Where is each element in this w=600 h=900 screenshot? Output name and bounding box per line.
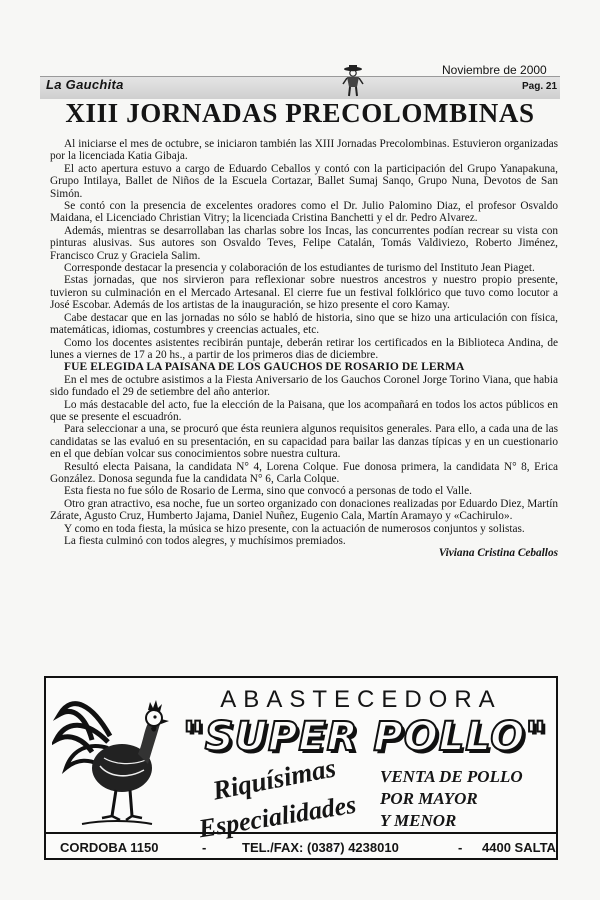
- ad-city: 4400 SALTA: [482, 840, 556, 855]
- author-signature: Viviana Cristina Ceballos: [438, 547, 558, 560]
- ad-separator: -: [458, 840, 463, 855]
- issue-date: Noviembre de 2000: [442, 63, 547, 77]
- ad-brand-name: "SUPER POLLO": [182, 714, 548, 760]
- article-paragraph: Al iniciarse el mes de octubre, se iniciaron también las XIII Jornadas Precolombinas. Estuvieron organizadas por la licenciada Katia Gibaja.: [50, 138, 558, 163]
- article-body: [50, 138, 558, 560]
- ad-sales-line: Y MENOR: [380, 811, 457, 830]
- ad-contact-bar: [46, 832, 556, 860]
- article-paragraph: Esta fiesta no fue sólo de Rosario de Lerma, sino que convocó a personas de todo el Valle.: [64, 485, 472, 498]
- article-paragraph: Otro gran atractivo, esa noche, fue un sorteo organizado con donaciones realizadas por Eduardo Diez, Martín Zárate, Agusto Cruz, Humberto Jajama, Daniel Nuñez, Eugenio Cala, Martín Aramayo y «Cachirulo».: [50, 497, 558, 523]
- ad-tagline: Especialidades: [196, 789, 359, 844]
- ad-separator: -: [202, 840, 207, 855]
- article-paragraph: Lo más destacable del acto, fue la elección de la Paisana, que los acompañará en todos los actos públicos en que se presente el escuadrón.: [50, 398, 558, 423]
- article-paragraph: Corresponde destacar la presencia y colaboración de los estudiantes de turismo del Instituto Jean Piaget.: [64, 262, 535, 275]
- ad-sales-text: [380, 766, 523, 832]
- page-number: Pag. 21: [522, 81, 558, 92]
- ad-tagline: Riquísimas: [210, 752, 339, 806]
- section-heading: FUE ELEGIDA LA PAISANA DE LOS GAUCHOS DE ROSARIO DE LERMA: [64, 361, 465, 374]
- ad-address: CORDOBA 1150: [60, 840, 159, 855]
- gaucho-figure-icon: [341, 63, 365, 97]
- article-paragraph: En el mes de octubre asistimos a la Fiesta Aniversario de los Gauchos Coronel Jorge Torino Viana, que habia sido fundado el 29 de setiembre del año anterior.: [50, 373, 558, 399]
- ad-company-name: ABASTECEDORA: [220, 686, 502, 713]
- advertisement: [44, 676, 558, 860]
- ad-sales-line: POR MAYOR: [380, 789, 478, 808]
- article-paragraph: Para seleccionar a una, se procuró que ésta reuniera algunos requisitos generales. Para ello, a cada una de las candidatas se las evaluó en su presentación, en su capacidad para bailar las danzas típicas y en un cuestionario en el que debían volcar sus conocimientos sobre nuestra cultura.: [50, 423, 558, 461]
- article-paragraph: La fiesta culminó con todos alegres, y muchísimos premiados.: [64, 535, 346, 547]
- article-paragraph: Como los docentes asistentes recibirán puntaje, deberán retirar los certificados en la Biblioteca Andina, de lunes a viernes de 17 a 20 hs., a partir de los primeros dias de diciembre.: [50, 336, 558, 361]
- article-paragraph: Se contó con la presencia de excelentes oradores como el Dr. Julio Palomino Diaz, el profesor Osvaldo Maidana, el Licenciado Christian Vitry; la licenciada Cristina Banchetti y el dr. Pedro Alvarez.: [50, 200, 558, 225]
- article-paragraph: Además, mientras se desarrollaban las charlas sobre los Incas, las concurrentes podían recrear su vista con pinturas alusivas. Sus autores son Osvaldo Teves, Felipe Catalán, Tomás Valdiviezo, Roberto Jiménez, Francisco Cruz y Graciela Salim.: [50, 224, 558, 262]
- article-paragraph: Y como en toda fiesta, la música se hizo presente, con la actuación de numerosos conjuntos y solistas.: [64, 522, 525, 535]
- magazine-name: La Gauchita: [46, 77, 124, 92]
- article-paragraph: Resultó electa Paisana, la candidata N° 4, Lorena Colque. Fue donosa primera, la candidata N° 8, Erica González. Donosa segunda fue la candidata N° 6, Carla Colque.: [50, 460, 558, 485]
- article-paragraph: Cabe destacar que en las jornadas no sólo se habló de historia, sino que se hizo una articulación con física, matemáticas, idiomas, costumbres y creencias actuales, etc.: [50, 311, 558, 337]
- article-paragraph: Estas jornadas, que nos sirvieron para reflexionar sobre nuestros ancestros y nuestro propio presente, tuvieron su culminación en el Mercado Artesanal. El cierre fue un festival folklórico que tuvo como locutor a José Escobar. Además de los artistas de la inauguración, se hizo presente el coro Kamay.: [50, 274, 558, 312]
- rooster-icon: [52, 684, 172, 830]
- ad-phone: TEL./FAX: (0387) 4238010: [242, 840, 399, 855]
- article-title: XIII JORNADAS PRECOLOMBINAS: [65, 98, 535, 128]
- article-paragraph: El acto apertura estuvo a cargo de Eduardo Ceballos y contó con la participación del Grupo Yanapakuna, Grupo Intilaya, Ballet de Niños de la Escuela Cortazar, Ballet Sumaj Sanqo, Grupo Nuna, Devotos de San Simón.: [50, 162, 558, 200]
- ad-sales-line: VENTA DE POLLO: [380, 767, 523, 786]
